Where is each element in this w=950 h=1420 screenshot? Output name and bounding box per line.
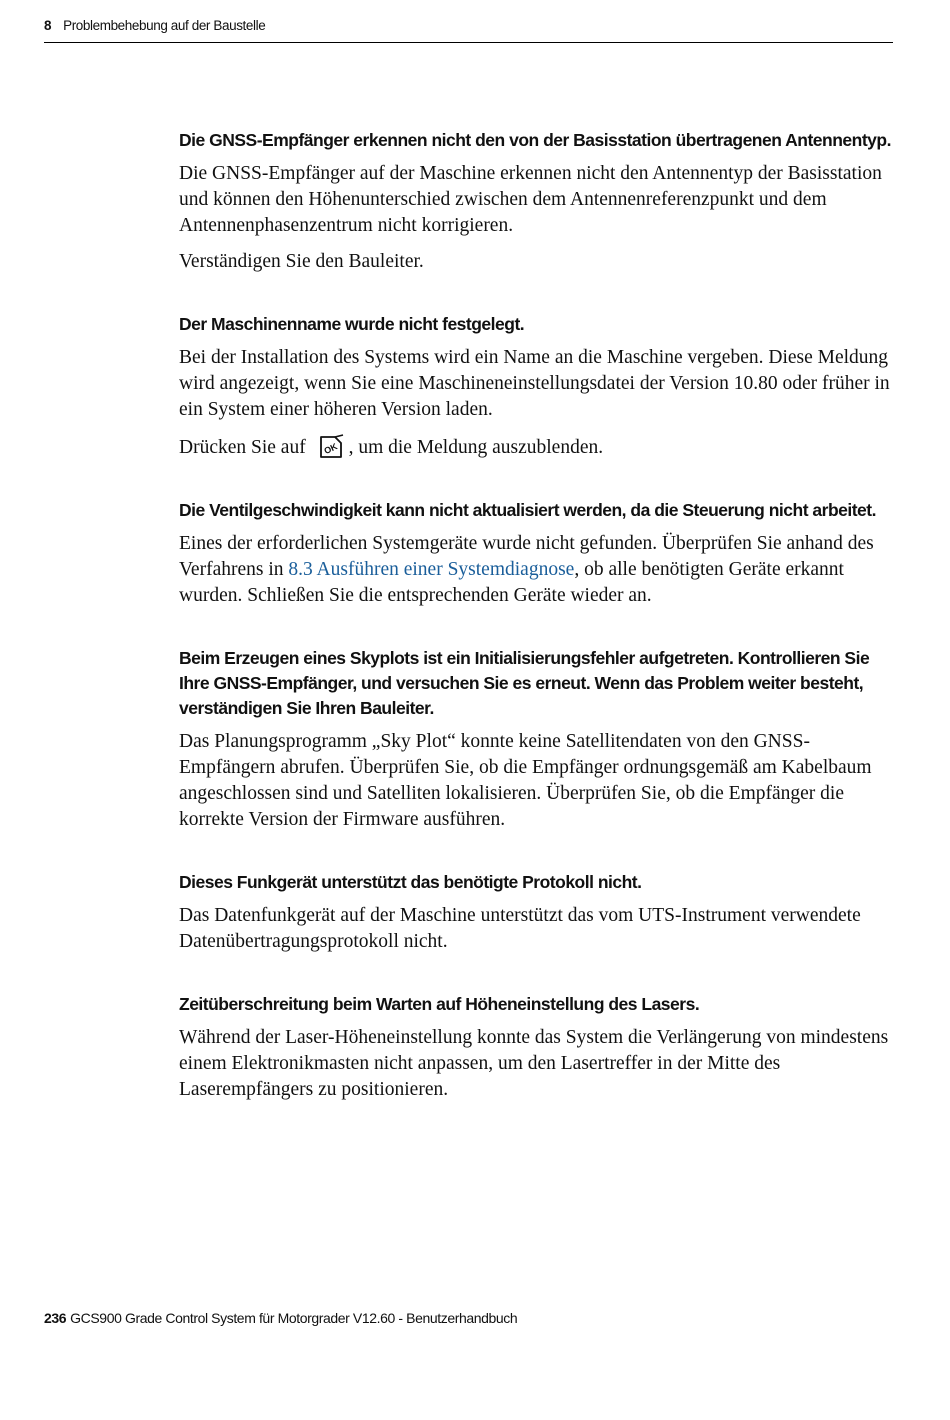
- ok-key-icon: [319, 433, 345, 459]
- page-header: [44, 18, 893, 43]
- message-paragraph: [179, 531, 899, 609]
- message-paragraph: Das Planungsprogramm „Sky Plot“ konnte keine Satellitendaten von den GNSS-Empfängern abrufen. Überprüfen Sie, ob die Empfänger ordnungsgemäß am Kabelbaum angeschlossen sind und Satelliten lokalisieren. Überprüfen Sie, ob die Empfänger die korrekte Version der Firmware ausführen.: [179, 731, 872, 830]
- paragraph-text-continued: , ob alle benötigten Geräte erkannt wurden. Schließen Sie die entsprechenden Geräte wieder an.: [179, 559, 844, 606]
- svg-text:OK: OK: [322, 441, 339, 457]
- main-content: [179, 128, 899, 1140]
- message-heading: Zeitüberschreitung beim Warten auf Höheneinstellung des Lasers.: [179, 994, 700, 1014]
- message-paragraph: Die GNSS-Empfänger auf der Maschine erkennen nicht den Antennentyp der Basisstation und können den Höhenunterschied zwischen dem Antennenreferenzpunkt und dem Antennenphasenzentrum nicht korrigieren.: [179, 163, 882, 236]
- message-heading: Die Ventilgeschwindigkeit kann nicht aktualisiert werden, da die Steuerung nicht arbeitet.: [179, 500, 876, 520]
- message-paragraph: Das Datenfunkgerät auf der Maschine unterstützt das vom UTS-Instrument verwendete Datenübertragungsprotokoll nicht.: [179, 905, 861, 952]
- message-paragraph: [179, 433, 899, 461]
- message-heading: Beim Erzeugen eines Skyplots ist ein Initialisierungsfehler aufgetreten. Kontrollieren Sie Ihre GNSS-Empfänger, und versuchen Sie es erneut. Wenn das Problem weiter besteht, verständigen Sie Ihren Bauleiter.: [179, 648, 870, 718]
- press-text-continued: , um die Meldung auszublenden.: [348, 437, 604, 458]
- message-heading: Der Maschinenname wurde nicht festgelegt.: [179, 314, 525, 334]
- message-section: [179, 498, 899, 609]
- footer-page-number: 236: [44, 1310, 67, 1326]
- press-text: Drücken Sie auf: [179, 437, 306, 458]
- message-section: [179, 992, 899, 1103]
- message-section: [179, 128, 899, 275]
- message-section: [179, 312, 899, 461]
- header-chapter-title: Problembehebung auf der Baustelle: [63, 18, 266, 33]
- paragraph-text: Eines der erforderlichen Systemgeräte wurde nicht gefunden. Überprüfen Sie anhand des Verfahrens in: [179, 533, 874, 580]
- systemdiagnose-link[interactable]: 8.3 Ausführen einer Systemdiagnose: [288, 559, 575, 580]
- message-heading: Die GNSS-Empfänger erkennen nicht den von der Basisstation übertragenen Antennentyp.: [179, 130, 891, 150]
- message-section: [179, 646, 899, 833]
- page-footer: [44, 1310, 517, 1326]
- footer-document-title: GCS900 Grade Control System für Motorgrader V12.60 - Benutzerhandbuch: [70, 1310, 518, 1326]
- message-section: [179, 870, 899, 955]
- message-paragraph: Bei der Installation des Systems wird ein Name an die Maschine vergeben. Diese Meldung wird angezeigt, wenn Sie eine Maschineneinstellungsdatei der Version 10.80 oder früher in ein System einer höheren Version laden.: [179, 347, 890, 420]
- message-paragraph: Während der Laser-Höheneinstellung konnte das System die Verlängerung von mindestens einem Elektronikmasten nicht anpassen, um den Lasertreffer in der Mitte des Laserempfängers zu positionieren.: [179, 1027, 889, 1100]
- header-page-number: 8: [44, 18, 52, 33]
- message-heading: Dieses Funkgerät unterstützt das benötigte Protokoll nicht.: [179, 872, 642, 892]
- message-paragraph: Verständigen Sie den Bauleiter.: [179, 251, 424, 272]
